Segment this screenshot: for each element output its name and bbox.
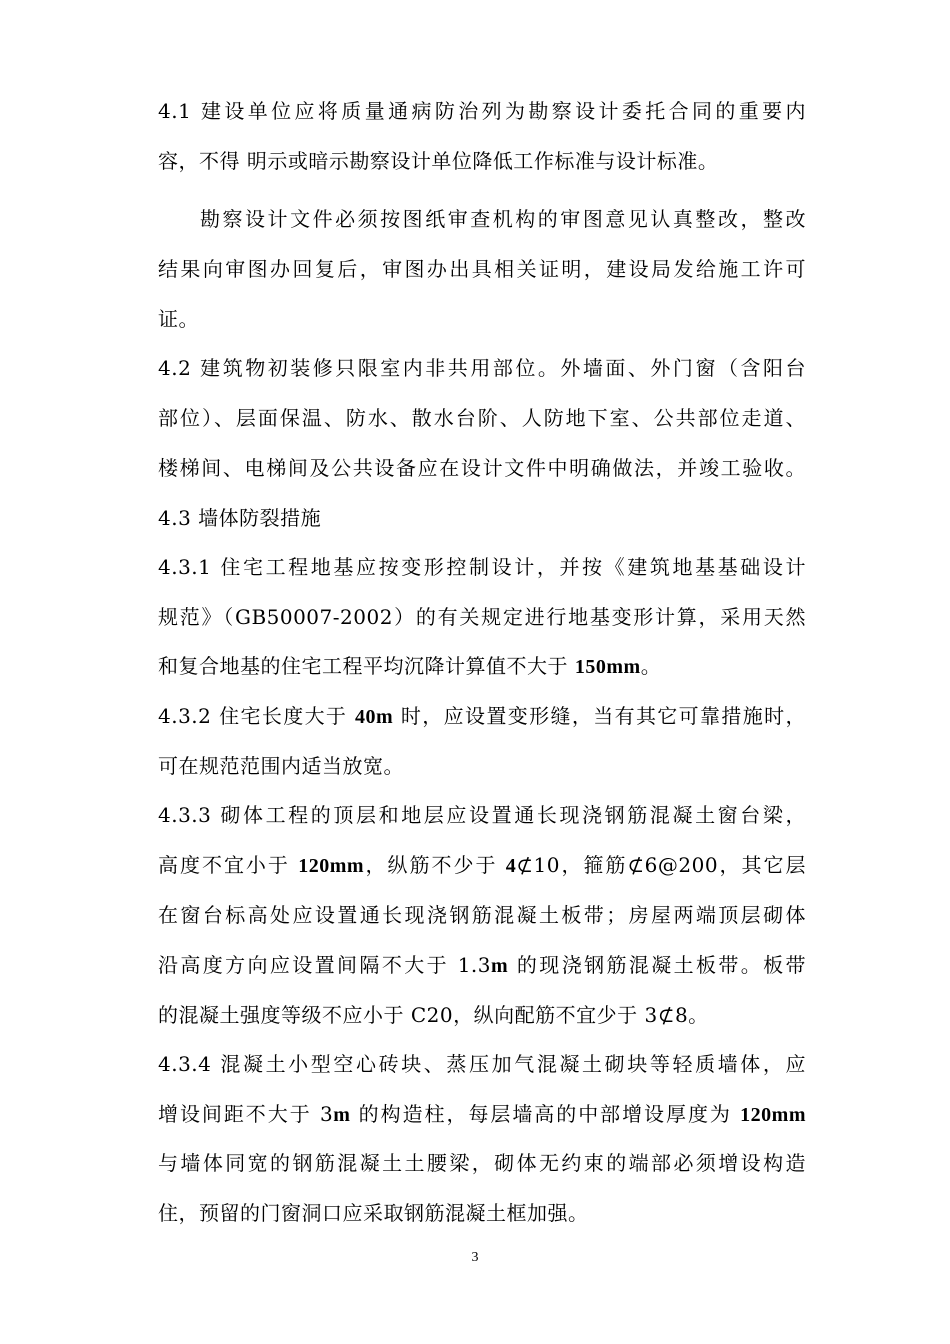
- text-run: 证。: [158, 307, 199, 331]
- emphasized-value: 120mm: [740, 1104, 806, 1126]
- emphasized-value: 4: [505, 855, 517, 877]
- text-line: [158, 602, 806, 632]
- text-line: [158, 204, 806, 234]
- text-run: 4.3 墙体防裂措施: [158, 506, 322, 530]
- emphasized-value: m: [491, 955, 509, 977]
- emphasized-value: 120mm: [298, 855, 365, 877]
- text-line: [158, 651, 806, 681]
- text-run: 的混凝土强度等级不应小于 C20，纵向配筋不宜少于 3⊄8。: [158, 1003, 709, 1027]
- text-line: [158, 701, 806, 731]
- text-line: [158, 254, 806, 284]
- text-line: [158, 552, 806, 582]
- text-line: [158, 1099, 806, 1129]
- text-line: [158, 950, 806, 980]
- text-line: [158, 1198, 806, 1228]
- text-run: 与墙体同宽的钢筋混凝土土腰梁，砌体无约束的端部必须增设构造: [158, 1151, 806, 1175]
- page-number: 3: [471, 1250, 479, 1265]
- text-line: [158, 146, 806, 176]
- text-line: [158, 304, 806, 334]
- text-run: 4.3.1 住宅工程地基应按变形控制设计，并按《建筑地基基础设计: [158, 555, 806, 579]
- text-line: [158, 353, 806, 383]
- emphasized-value: 150mm: [574, 656, 641, 678]
- text-line: [158, 800, 806, 830]
- text-run: 4.2 建筑物初装修只限室内非共用部位。外墙面、外门窗（含阳台: [158, 356, 806, 380]
- text-run: ⊄10，箍筋⊄6@200，其它层: [516, 853, 806, 877]
- text-line: [158, 503, 806, 533]
- text-run: 部位）、层面保温、防水、散水台阶、人防地下室、公共部位走道、: [158, 406, 806, 430]
- text-run: 结果向审图办回复后，审图办出具相关证明，建设局发给施工许可: [158, 257, 806, 281]
- text-run: 楼梯间、电梯间及公共设备应在设计文件中明确做法，并竣工验收。: [158, 456, 806, 480]
- text-run: 时，应设置变形缝，当有其它可靠措施时，: [393, 704, 806, 728]
- text-line: [158, 403, 806, 433]
- text-run: 容，不得 明示或暗示勘察设计单位降低工作标准与设计标准。: [158, 149, 719, 173]
- text-run: 在窗台标高处应设置通长现浇钢筋混凝土板带；房屋两端顶层砌体: [158, 903, 806, 927]
- text-run: 的构造柱，每层墙高的中部增设厚度为: [350, 1102, 741, 1126]
- text-run: 。: [640, 654, 662, 678]
- text-line: [158, 900, 806, 930]
- text-run: 4.3.2 住宅长度大于: [158, 704, 356, 728]
- text-run: 的现浇钢筋混凝土板带。板带: [508, 953, 807, 977]
- text-line: [158, 1000, 806, 1030]
- text-line: [158, 1148, 806, 1178]
- text-line: [158, 850, 806, 880]
- text-line: [158, 751, 806, 781]
- text-run: 4.1 建设单位应将质量通病防治列为勘察设计委托合同的重要内: [158, 99, 806, 123]
- text-line: [158, 453, 806, 483]
- text-run: 增设间距不大于 3: [158, 1102, 334, 1126]
- text-run: 可在规范范围内适当放宽。: [158, 754, 404, 778]
- emphasized-value: m: [333, 1104, 351, 1126]
- text-line: [158, 1049, 806, 1079]
- text-run: 沿高度方向应设置间隔不大于 1.3: [158, 953, 492, 977]
- text-run: 4.3.3 砌体工程的顶层和地层应设置通长现浇钢筋混凝土窗台梁，: [158, 803, 806, 827]
- text-run: ，纵筋不少于: [364, 853, 506, 877]
- emphasized-value: 40m: [355, 706, 394, 728]
- text-line: [158, 96, 806, 126]
- text-run: 高度不宜小于: [158, 853, 299, 877]
- text-run: 勘察设计文件必须按图纸审查机构的审图意见认真整改，整改: [200, 207, 806, 231]
- text-run: 和复合地基的住宅工程平均沉降计算值不大于: [158, 654, 575, 678]
- text-run: 规范》（GB50007-2002）的有关规定进行地基变形计算，采用天然: [158, 605, 806, 629]
- text-run: 4.3.4 混凝土小型空心砖块、蒸压加气混凝土砌块等轻质墙体，应: [158, 1052, 806, 1076]
- text-run: 住，预留的门窗洞口应采取钢筋混凝土框加强。: [158, 1201, 589, 1225]
